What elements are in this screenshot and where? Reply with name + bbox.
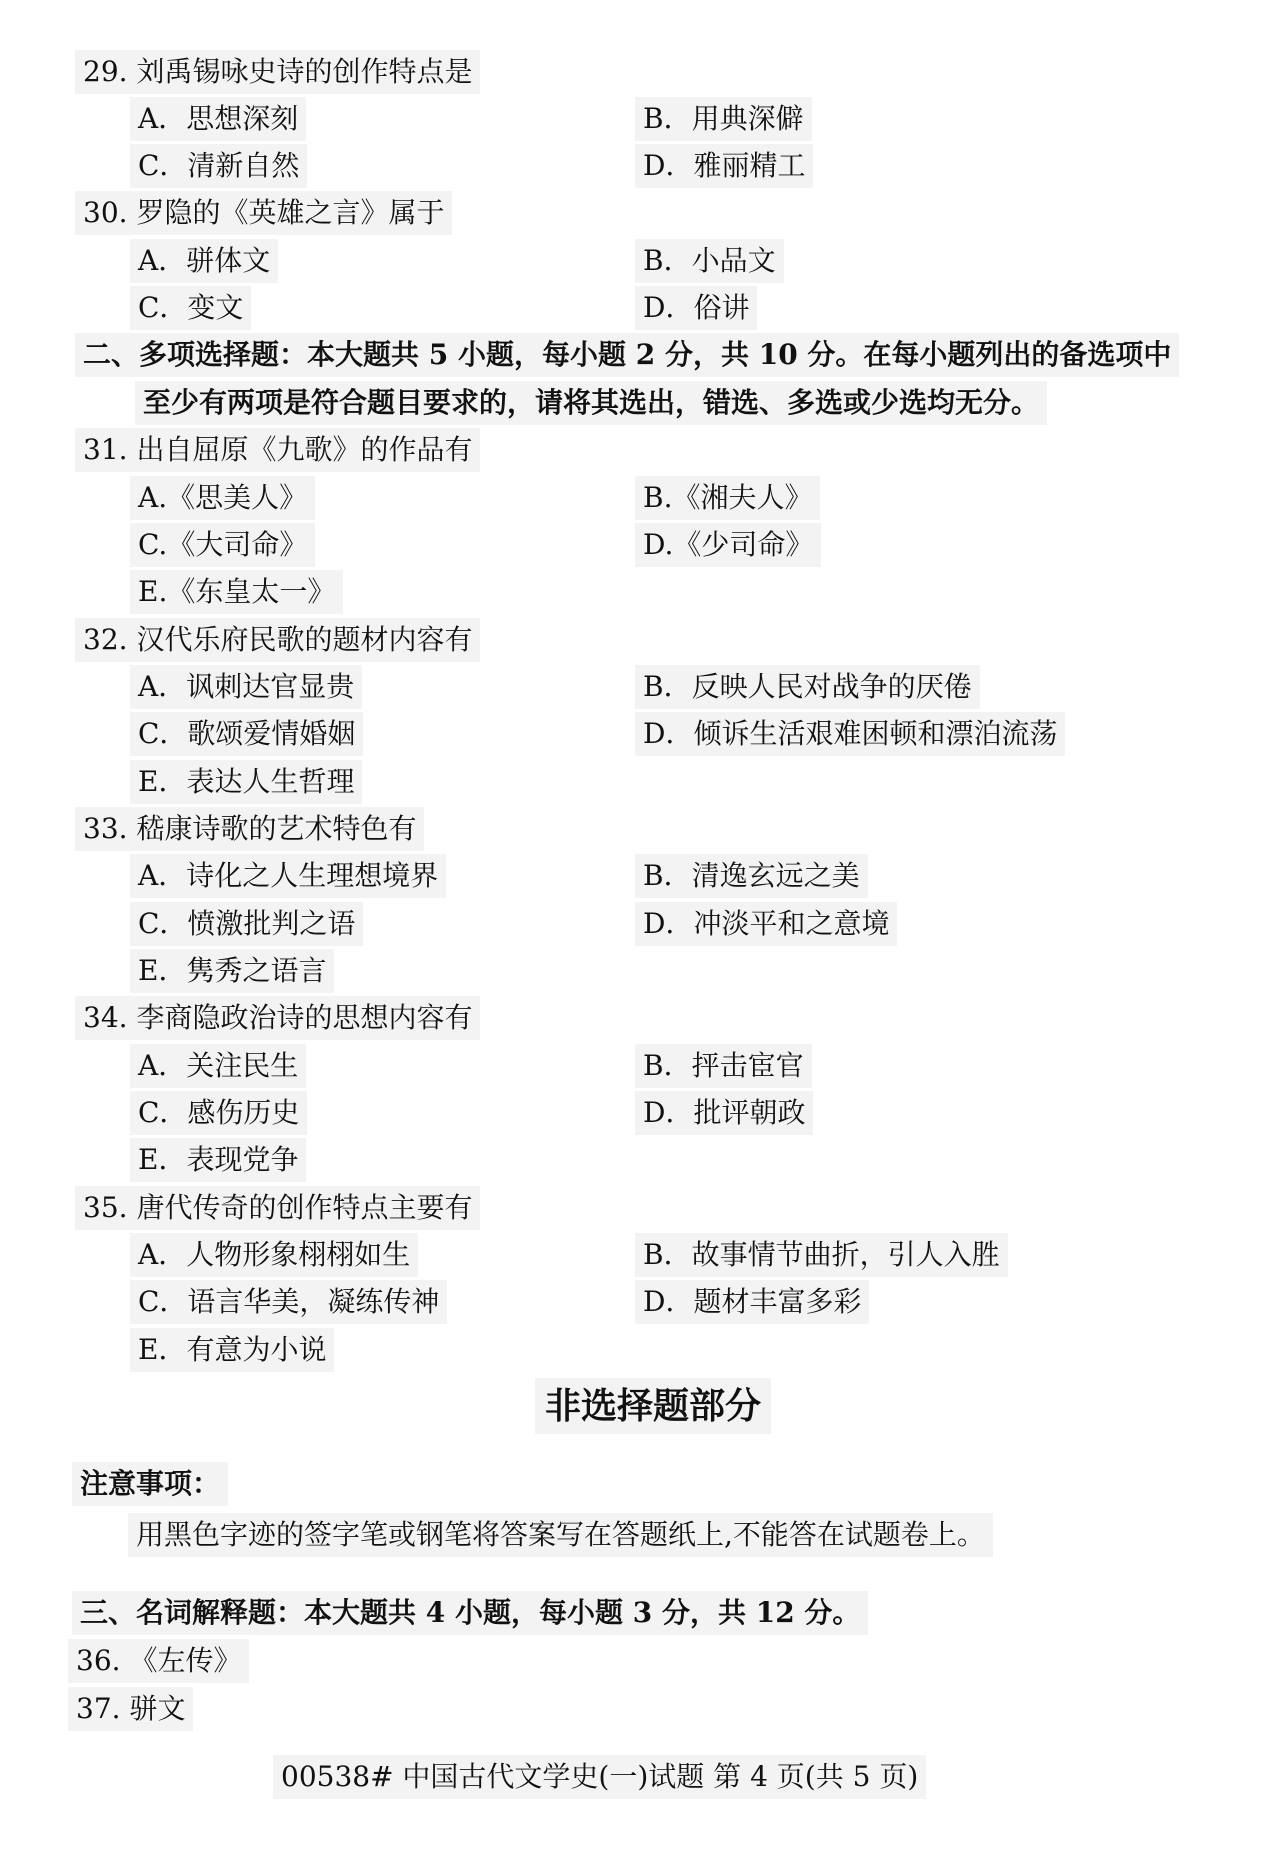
question-29 [75,50,480,94]
question-number: 30. [83,196,128,229]
option-32-c: C．歌颂爱情婚姻 [130,712,363,756]
option-29-b: B．用典深僻 [635,97,812,141]
option-35-c: C．语言华美，凝练传神 [130,1280,447,1324]
question-number: 29. [83,55,128,88]
question-number: 33. [83,812,128,845]
option-34-d: D．批评朝政 [635,1091,813,1135]
option-34-a: A．关注民生 [130,1044,306,1088]
question-stem: 刘禹锡咏史诗的创作特点是 [136,55,473,88]
question-stem: 骈文 [129,1692,186,1725]
option-35-d: D．题材丰富多彩 [635,1280,869,1324]
section-2-heading-line1: 二、多项选择题：本大题共 5 小题，每小题 2 分，共 10 分。在每小题列出的备选项中 [75,333,1179,377]
question-stem: 嵇康诗歌的艺术特色有 [136,812,417,845]
question-number: 31. [83,433,128,466]
notice-text: 用黑色字迹的签字笔或钢笔将答案写在答题纸上,不能答在试题卷上。 [128,1513,993,1557]
option-34-b: B．抨击宦官 [635,1044,812,1088]
question-number: 37. [76,1692,121,1725]
option-35-e: E．有意为小说 [130,1328,334,1372]
option-31-c: C.《大司命》 [130,523,315,567]
notice-label: 注意事项： [72,1462,228,1506]
option-32-e: E．表达人生哲理 [130,760,362,804]
question-number: 36. [76,1644,121,1677]
section-3-heading: 三、名词解释题：本大题共 4 小题，每小题 3 分，共 12 分。 [72,1591,868,1635]
option-31-e: E.《东皇太一》 [130,570,343,614]
option-31-a: A.《思美人》 [130,476,315,520]
question-stem: 罗隐的《英雄之言》属于 [136,196,445,229]
option-30-a: A．骈体文 [130,239,278,283]
option-32-a: A．讽刺达官显贵 [130,665,362,709]
option-29-c: C．清新自然 [130,144,307,188]
page-footer: 00538# 中国古代文学史(一)试题 第 4 页(共 5 页) [273,1755,926,1799]
question-37 [68,1687,193,1731]
question-stem: 汉代乐府民歌的题材内容有 [136,623,473,656]
question-stem: 《左传》 [129,1644,242,1677]
question-34 [75,996,480,1040]
option-32-d: D．倾诉生活艰难困顿和漂泊流荡 [635,712,1065,756]
option-30-c: C．变文 [130,286,251,330]
option-35-a: A．人物形象栩栩如生 [130,1233,418,1277]
question-33 [75,807,424,851]
section-2-heading-line2: 至少有两项是符合题目要求的，请将其选出，错选、多选或少选均无分。 [135,381,1047,425]
option-32-b: B．反映人民对战争的厌倦 [635,665,980,709]
option-34-c: C．感伤历史 [130,1091,307,1135]
option-35-b: B．故事情节曲折，引人入胜 [635,1233,1008,1277]
question-30 [75,191,452,235]
question-stem: 出自屈原《九歌》的作品有 [136,433,473,466]
question-36 [68,1639,249,1683]
option-34-e: E．表现党争 [130,1138,306,1182]
question-31 [75,428,480,472]
option-31-b: B.《湘夫人》 [635,476,820,520]
question-number: 35. [83,1191,128,1224]
question-32 [75,618,480,662]
option-29-d: D．雅丽精工 [635,144,813,188]
question-stem: 唐代传奇的创作特点主要有 [136,1191,473,1224]
question-number: 34. [83,1001,128,1034]
option-33-e: E．隽秀之语言 [130,949,334,993]
nonchoice-title: 非选择题部分 [535,1378,771,1434]
option-33-c: C．愤激批判之语 [130,902,363,946]
question-stem: 李商隐政治诗的思想内容有 [136,1001,473,1034]
option-31-d: D.《少司命》 [635,523,821,567]
option-33-a: A．诗化之人生理想境界 [130,854,446,898]
question-35 [75,1186,480,1230]
option-29-a: A．思想深刻 [130,97,306,141]
question-number: 32. [83,623,128,656]
option-30-b: B．小品文 [635,239,784,283]
option-33-d: D．冲淡平和之意境 [635,902,897,946]
option-30-d: D．俗讲 [635,286,757,330]
option-33-b: B．清逸玄远之美 [635,854,868,898]
